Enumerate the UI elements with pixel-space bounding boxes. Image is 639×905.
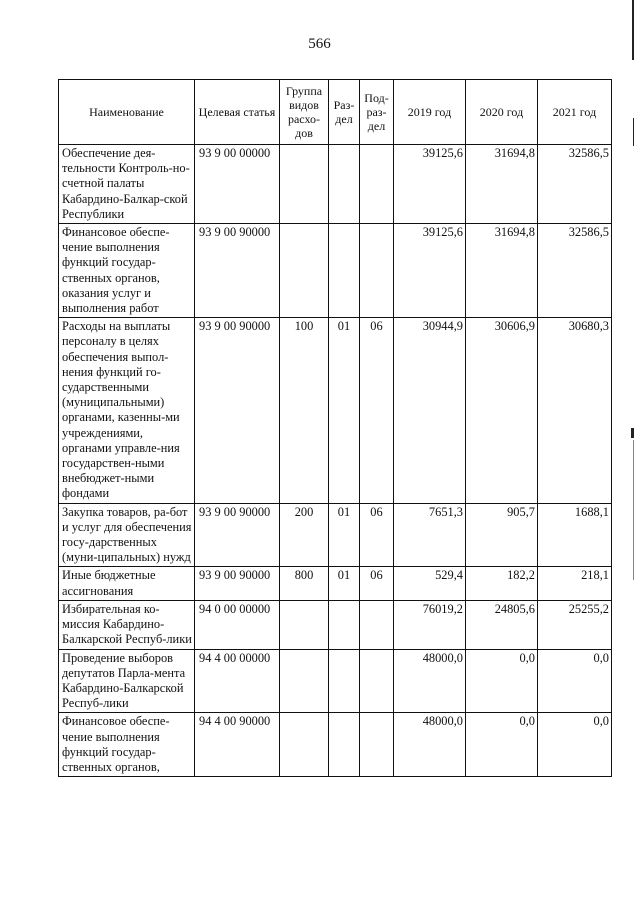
row-name: Избирательная ко-миссия Кабардино-Балкарской Респуб-лики [59,600,195,649]
row-2021: 0,0 [538,713,612,777]
row-2021: 32586,5 [538,145,612,224]
row-section [329,649,360,713]
row-2019: 48000,0 [394,649,466,713]
table-row [59,145,612,224]
row-2020: 24805,6 [466,600,538,649]
row-2020: 182,2 [466,567,538,600]
row-group [280,600,329,649]
header-group: Группа видов расхо-дов [280,80,329,145]
table-row [59,600,612,649]
row-code: 93 9 00 00000 [195,145,280,224]
table-row [59,713,612,777]
row-group [280,224,329,318]
row-subsection [360,224,394,318]
row-2021: 1688,1 [538,503,612,567]
page-number: 566 [308,36,331,52]
row-group [280,649,329,713]
header-name: Наименование [59,80,195,145]
row-2021: 32586,5 [538,224,612,318]
table-row [59,567,612,600]
row-name: Расходы на выплаты персоналу в целях обеспечения выпол-нения функций го-сударственными (муниципальными) органами, казенны-ми учреждениями, органами управле-ния государствен-ными внебюджет-ными фондами [59,318,195,503]
row-code: 93 9 00 90000 [195,503,280,567]
scan-edge-mark [633,440,634,580]
row-section: 01 [329,503,360,567]
row-subsection [360,145,394,224]
row-section [329,713,360,777]
row-2021: 0,0 [538,649,612,713]
row-subsection: 06 [360,567,394,600]
scan-edge-mark [633,118,634,146]
header-2019: 2019 год [394,80,466,145]
row-group [280,145,329,224]
table-row [59,318,612,503]
row-2020: 31694,8 [466,224,538,318]
row-group: 800 [280,567,329,600]
row-2019: 39125,6 [394,224,466,318]
row-name: Закупка товаров, ра-бот и услуг для обеспечения госу-дарственных (муни-ципальных) нужд [59,503,195,567]
header-target: Целевая статья [195,80,280,145]
row-group: 200 [280,503,329,567]
row-section: 01 [329,318,360,503]
row-name: Финансовое обеспе-чение выполнения функций государ-ственных органов, оказания услуг и выполнения работ [59,224,195,318]
table-row [59,224,612,318]
row-2019: 76019,2 [394,600,466,649]
row-2019: 529,4 [394,567,466,600]
scan-edge-mark [632,0,634,60]
row-section [329,600,360,649]
row-2021: 218,1 [538,567,612,600]
header-2020: 2020 год [466,80,538,145]
row-code: 94 0 00 00000 [195,600,280,649]
row-subsection [360,713,394,777]
row-section: 01 [329,567,360,600]
header-section: Раз-дел [329,80,360,145]
table-header-row [59,80,612,145]
row-section [329,224,360,318]
row-section [329,145,360,224]
row-2020: 30606,9 [466,318,538,503]
row-2019: 48000,0 [394,713,466,777]
row-2021: 30680,3 [538,318,612,503]
row-code: 94 4 00 00000 [195,649,280,713]
row-2020: 0,0 [466,649,538,713]
row-2020: 905,7 [466,503,538,567]
row-code: 94 4 00 90000 [195,713,280,777]
header-subsection: Под-раз-дел [360,80,394,145]
row-name: Проведение выборов депутатов Парла-мента Кабардино-Балкарской Респуб-лики [59,649,195,713]
row-subsection [360,649,394,713]
header-2021: 2021 год [538,80,612,145]
row-code: 93 9 00 90000 [195,318,280,503]
row-group [280,713,329,777]
row-name: Обеспечение дея-тельности Контроль-но-счетной палаты Кабардино-Балкар-ской Республики [59,145,195,224]
row-2019: 7651,3 [394,503,466,567]
row-name: Финансовое обеспе-чение выполнения функций государ-ственных органов, [59,713,195,777]
row-2019: 30944,9 [394,318,466,503]
row-subsection: 06 [360,318,394,503]
scan-edge-mark [631,428,634,438]
table-row [59,503,612,567]
row-group: 100 [280,318,329,503]
row-2020: 0,0 [466,713,538,777]
table-row [59,649,612,713]
budget-table [58,79,612,777]
row-2021: 25255,2 [538,600,612,649]
row-subsection: 06 [360,503,394,567]
row-name: Иные бюджетные ассигнования [59,567,195,600]
row-subsection [360,600,394,649]
row-2020: 31694,8 [466,145,538,224]
row-code: 93 9 00 90000 [195,224,280,318]
row-code: 93 9 00 90000 [195,567,280,600]
row-2019: 39125,6 [394,145,466,224]
